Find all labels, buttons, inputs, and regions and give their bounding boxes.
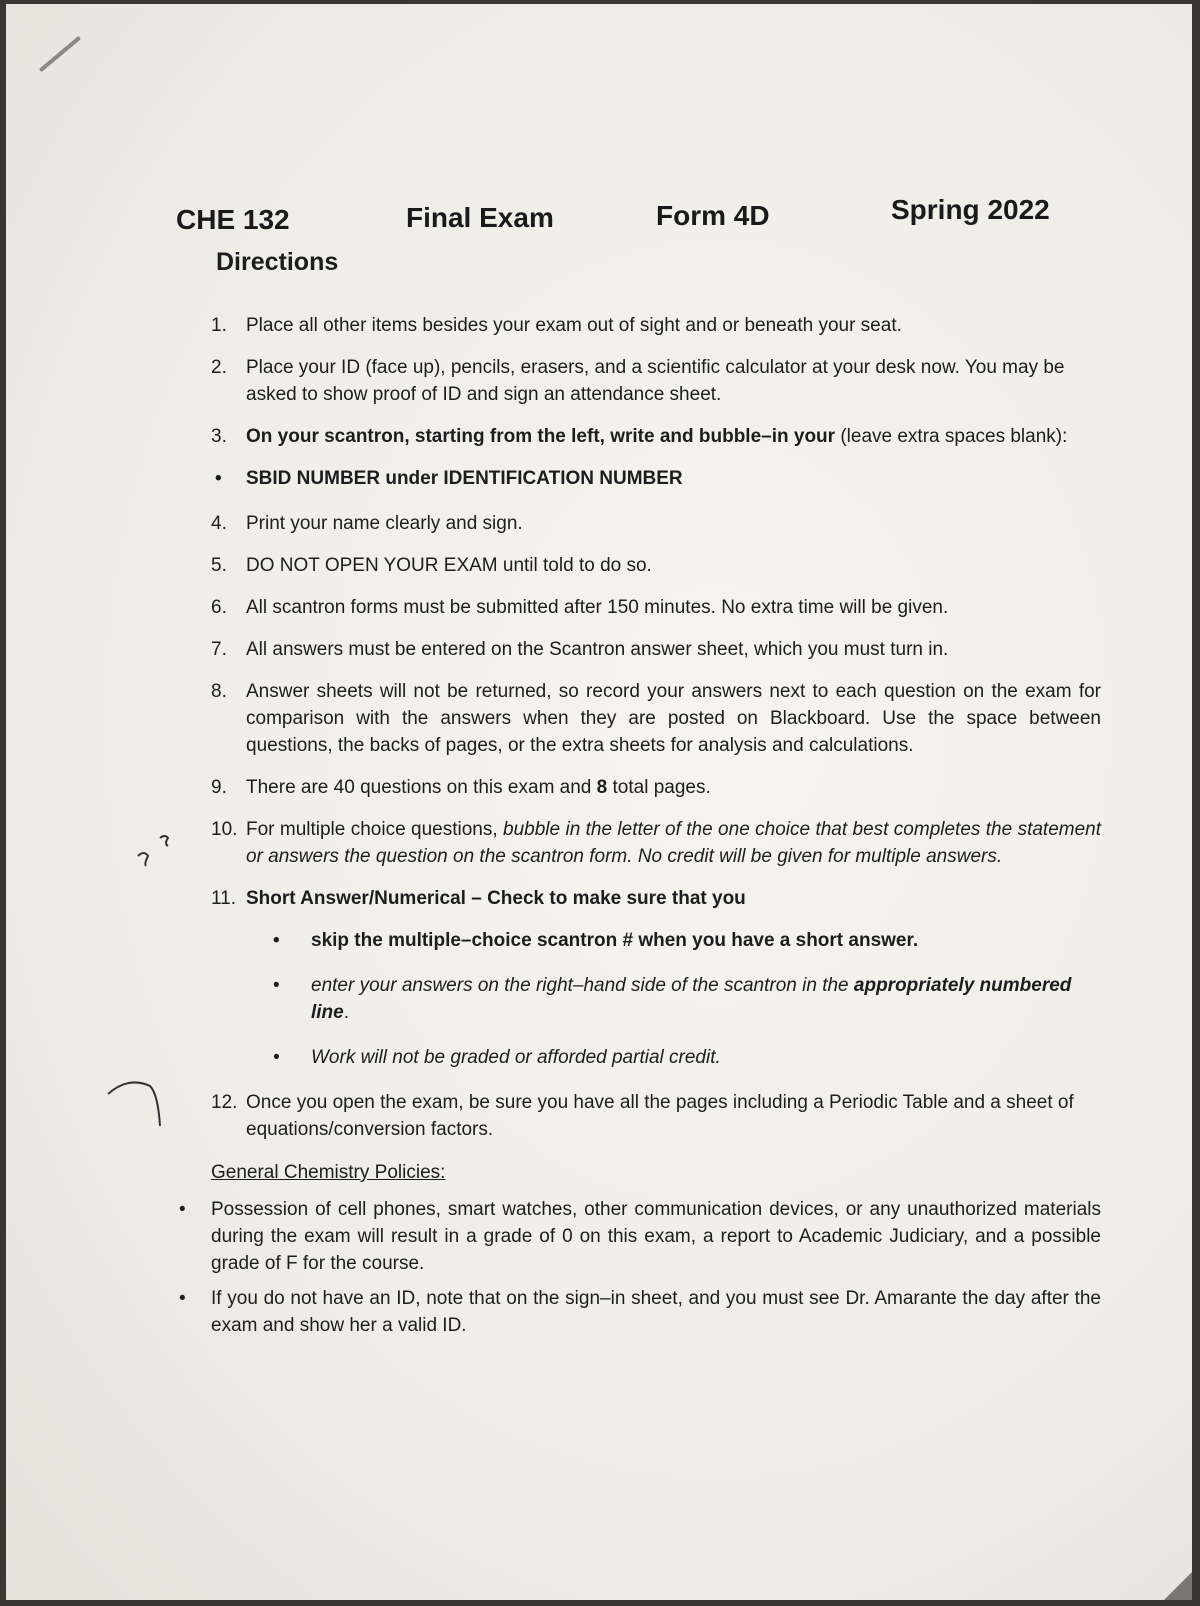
- policy-item: • Possession of cell phones, smart watches, other communication devices, or any unauthorized materials during the exam will result in a grade of 0 on this exam, a report to Academic Judiciary, and a possible grade of F for the course.: [211, 1196, 1101, 1277]
- policies-heading: General Chemistry Policies:: [211, 1162, 446, 1183]
- policy-item: • If you do not have an ID, note that on the sign–in sheet, and you must see Dr. Amarante the day after the exam and show her a valid ID.: [211, 1285, 1101, 1339]
- direction-item: 1. Place all other items besides your exam out of sight and or beneath your seat.: [211, 315, 902, 336]
- directions-heading: Directions: [216, 248, 339, 276]
- direction-item: 2. Place your ID (face up), pencils, erasers, and a scientific calculator at your desk now. You may be asked to show proof of ID and sign an attendance sheet.: [211, 357, 1065, 405]
- direction-item: 10. For multiple choice questions, bubble in the letter of the one choice that best completes the statement or answers the question on the scantron form. No credit will be given for multiple answers.: [211, 819, 1102, 867]
- exam-term: Spring 2022: [891, 194, 1050, 225]
- pen-mark-large: [102, 1072, 182, 1142]
- direction-item: 11. Short Answer/Numerical – Check to make sure that you: [211, 888, 746, 909]
- directions-list: [211, 312, 1101, 1347]
- page-corner: [1164, 1572, 1192, 1600]
- sub-bullet-item: • Work will not be graded or afforded partial credit.: [211, 1044, 1101, 1071]
- direction-item: 9. There are 40 questions on this exam and 8 total pages.: [211, 777, 711, 798]
- staple: [39, 36, 81, 72]
- direction-item: 6. All scantron forms must be submitted after 150 minutes. No extra time will be given.: [211, 597, 949, 618]
- direction-item: 3. On your scantron, starting from the left, write and bubble–in your (leave extra spaces blank):: [211, 426, 1068, 447]
- course-code: CHE 132: [176, 204, 290, 235]
- exam-form: Form 4D: [656, 200, 770, 231]
- direction-item: 4. Print your name clearly and sign.: [211, 513, 523, 534]
- sub-bullet-item: • enter your answers on the right–hand side of the scantron in the appropriately numbered line.: [211, 972, 1101, 1026]
- direction-item: 12. Once you open the exam, be sure you have all the pages including a Periodic Table and a sheet of equations/conversion factors.: [211, 1092, 1074, 1140]
- direction-item: 7. All answers must be entered on the Scantron answer sheet, which you must turn in.: [211, 639, 949, 660]
- sub-bullet-item: • skip the multiple–choice scantron # when you have a short answer.: [211, 927, 1101, 954]
- exam-page: [6, 4, 1192, 1600]
- bullet-item: • SBID NUMBER under IDENTIFICATION NUMBER: [211, 465, 1101, 492]
- pen-mark-small: [132, 822, 182, 872]
- direction-item: 8. Answer sheets will not be returned, so record your answers next to each question on the exam for comparison with the answers when they are posted on Blackboard. Use the space between questions, the backs of pages, or the extra sheets for analysis and calculations.: [211, 681, 1101, 756]
- exam-title: Final Exam: [406, 202, 554, 233]
- direction-item: 5. DO NOT OPEN YOUR EXAM until told to do so.: [211, 555, 652, 576]
- exam-header: [176, 194, 1076, 234]
